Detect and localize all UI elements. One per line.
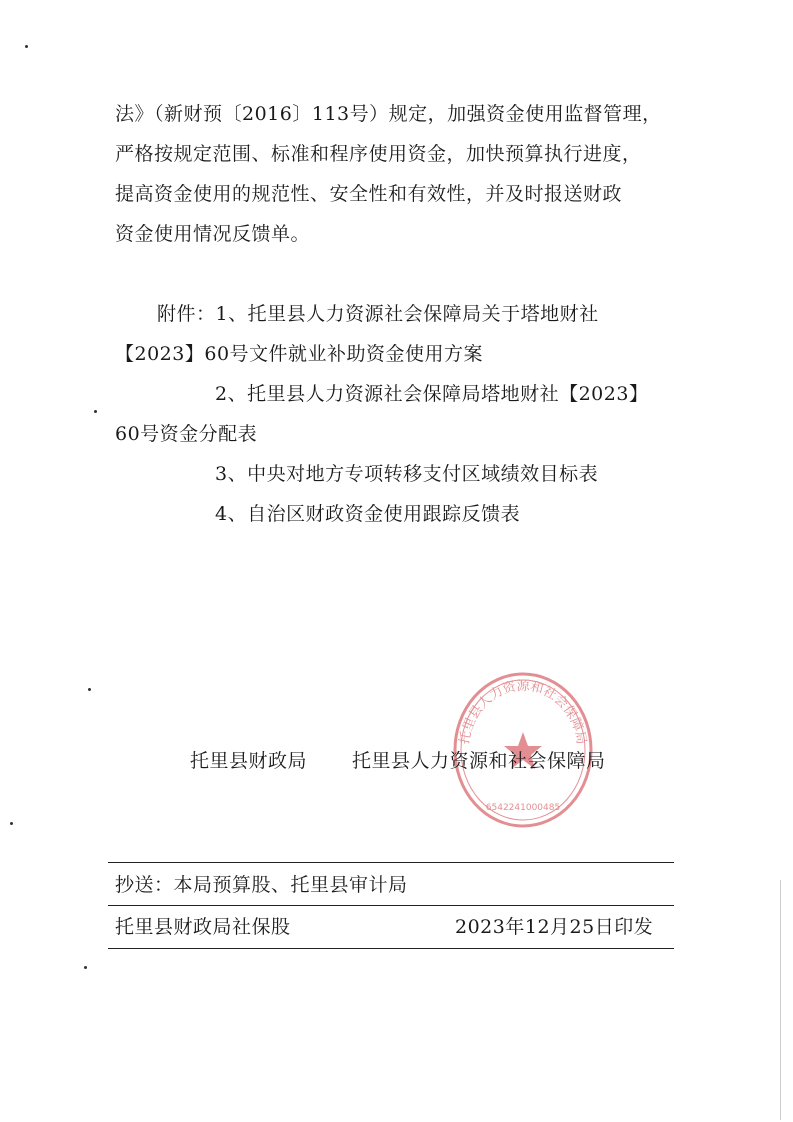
- body-line: 法》（新财预〔2016〕113号）规定，加强资金使用监督管理，: [115, 103, 662, 125]
- issue-date: 2023年12月25日印发: [455, 916, 654, 938]
- scan-speck: [84, 966, 87, 969]
- footer-top-rule: [108, 862, 674, 863]
- signature-finance-bureau: 托里县财政局: [190, 750, 308, 772]
- scan-speck: [88, 688, 91, 691]
- attachment-line: 2、托里县人力资源社会保障局塔地财社【2023】: [215, 383, 649, 405]
- attachment-line: 4、自治区财政资金使用跟踪反馈表: [215, 503, 521, 525]
- scan-speck: [94, 410, 97, 413]
- scan-speck: [10, 822, 13, 825]
- cc-line: 抄送：本局预算股、托里县审计局: [115, 874, 408, 896]
- body-line: 提高资金使用的规范性、安全性和有效性，并及时报送财政: [115, 183, 623, 205]
- body-line: 严格按规定范围、标准和程序使用资金，加快预算执行进度，: [115, 143, 642, 165]
- body-line: 资金使用情况反馈单。: [115, 223, 311, 245]
- attachment-line: 60号资金分配表: [115, 423, 258, 445]
- footer-middle-rule: [108, 905, 674, 906]
- signature-hr-bureau: 托里县人力资源和社会保障局: [352, 750, 606, 772]
- attachment-line: 3、中央对地方专项转移支付区域绩效目标表: [215, 463, 599, 485]
- scan-speck: [25, 45, 28, 48]
- scan-edge-shadow: [780, 880, 781, 1120]
- footer-bottom-rule: [108, 948, 674, 949]
- official-seal-icon: [448, 660, 598, 832]
- attachment-line: 附件：1、托里县人力资源社会保障局关于塔地财社: [157, 303, 599, 325]
- issuer-line: 托里县财政局社保股: [115, 916, 291, 938]
- seal-number: 6542241000485: [485, 803, 561, 813]
- attachment-line: 【2023】60号文件就业补助资金使用方案: [115, 343, 484, 365]
- seal-text: 托里县人力资源和社会保障局: [457, 678, 589, 746]
